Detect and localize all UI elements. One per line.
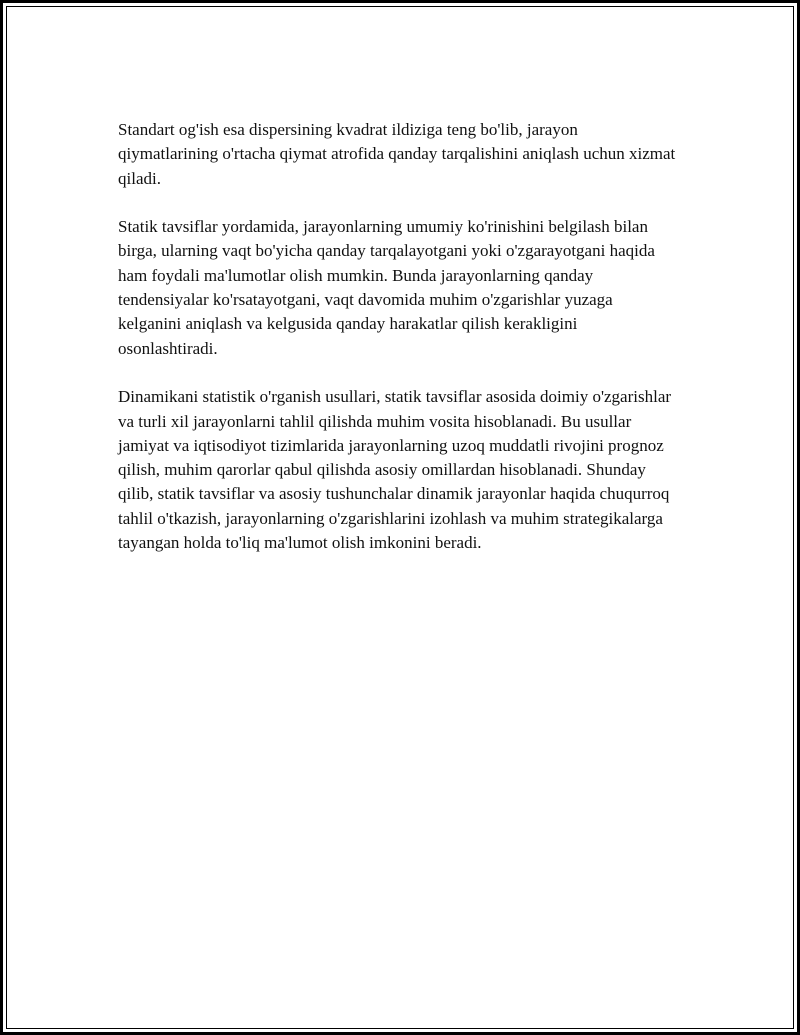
paragraph-1: Standart og'ish esa dispersining kvadrat ildiziga teng bo'lib, jarayon qiymatlarining o'rtacha qiymat atrofida qanday tarqalishini aniqlash uchun xizmat qiladi. [118, 120, 676, 188]
paragraph-3: Dinamikani statistik o'rganish usullari, statik tavsiflar asosida doimiy o'zgarishlar va turli xil jarayonlarni tahlil qilishda muhim vosita hisoblanadi. Bu usullar jamiyat va iqtisodiyot tizimlarida jarayonlarning uzoq muddatli rivojini prognoz qilish, muhim qarorlar qabul qilishda asosiy omillardan hisoblanadi. Shunday qilib, statik tavsiflar va asosiy tushunchalar dinamik jarayonlar haqida chuqurroq tahlil o'tkazish, jarayonlarning o'zgarishlarini izohlash va muhim strategikalarga tayangan holda to'liq ma'lumot olish imkonini beradi. [118, 387, 672, 553]
document-body [118, 118, 678, 580]
paragraph-2: Statik tavsiflar yordamida, jarayonlarning umumiy ko'rinishini belgilash bilan birga, ularning vaqt bo'yicha qanday tarqalayotgani yoki o'zgarayotgani haqida ham foydali ma'lumotlar olish mumkin. Bunda jarayonlarning qanday tendensiyalar ko'rsatayotgani, vaqt davomida muhim o'zgarishlar yuzaga kelganini aniqlash va kelgusida qanday harakatlar qilish kerakligini osonlashtiradi. [118, 217, 655, 358]
